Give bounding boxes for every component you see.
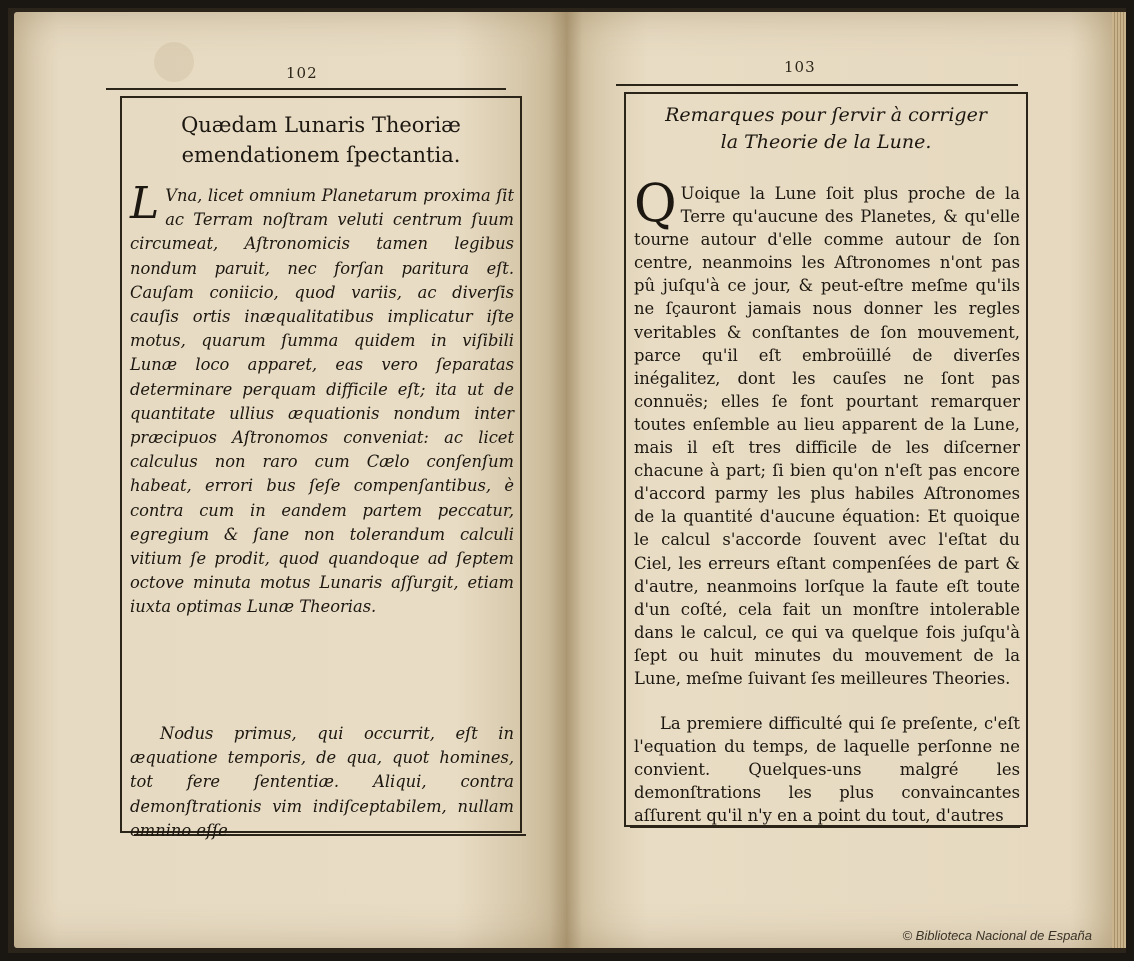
latin-paragraph-1 <box>130 178 514 620</box>
left-page <box>14 12 566 948</box>
drop-cap-l: L <box>130 178 160 229</box>
page-number-right: 103 <box>784 58 816 76</box>
page-edges <box>1112 12 1126 948</box>
page-number-left: 102 <box>286 64 318 82</box>
right-title-line-2: la Theorie de la Lune. <box>720 131 932 153</box>
french-paragraph-1 <box>634 174 1020 690</box>
open-book <box>8 8 1126 953</box>
header-rule-right <box>616 84 1018 86</box>
right-page <box>566 12 1114 948</box>
french-paragraph-1-text: Uoique la Lune ſoit plus proche de la Terre qu'aucune des Planetes, & qu'elle tourne autour d'elle comme autour de ſon centre, neanmoins les Aſtronomes n'ont pas pû juſqu'à ce jour, & peut-eſtre meſme qu'ils ne ſçauront jamais nous donner les regles veritables & conſtantes de ſon mouvement, parce qu'il eſt embroüillé de diverſes inégalitez, dont les cauſes ne ſont pas connuës; elles ſe font pourtant remarquer toutes enſemble au lieu apparent de la Lune, mais il eſt tres difficile de les diſcerner chacune à part; ſi bien qu'on n'eſt pas encore d'accord parmy les plus habiles Aſtronomes de la quantité d'aucune équation: Et quoique le calcul s'accorde ſouvent avec l'eſtat du Ciel, les erreurs eſtant compenſées de part & d'autre, neanmoins lorſque la faute eſt toute d'un coſté, cela fait un monſtre intolerable dans le calcul, ce qui va quelque fois juſqu'à ſept ou huit minutes du mouvement de la Lune, meſme ſuivant ſes meilleures Theories. <box>634 184 1020 688</box>
drop-cap-q: Q <box>634 174 677 234</box>
header-rule-left <box>106 88 506 90</box>
french-paragraph-2: La premiere difficulté qui ſe preſente, c'eſt l'equation du temps, de laquelle perſonne ne convient. Quelques-uns malgré les demonſtrations les plus convaincantes aſſurent qu'il n'y en a point du tout, d'autres <box>634 714 1020 826</box>
latin-paragraph-2: Nodus primus, qui occurrit, eſt in æquatione temporis, de qua, quot homines, tot fere ſententiæ. Aliqui, contra demonſtrationis vim indiſceptabilem, nullam omnino eſſe <box>130 724 514 840</box>
copyright-watermark: © Biblioteca Nacional de España <box>902 928 1092 943</box>
right-title-line-1: Remarques pour ſervir à corriger <box>665 104 987 126</box>
left-page-title: Quædam Lunaris Theoriæ emendationem ſpectantia. <box>181 113 461 167</box>
paper-stain <box>154 42 194 82</box>
latin-paragraph-1-text: Vna, licet omnium Planetarum proxima ſit ac Terram noſtram veluti centrum ſuum circumeat, Aſtronomicis tamen legibus nondum paruit, nec forſan paritura eſt. Cauſam coniicio, quod variis, ac diverſis cauſis ortis inæqualitatibus implicatur iſte motus, quarum ſumma quidem in viſibili Lunæ loco apparet, eas vero ſeparatas determinare perquam difficile eſt; ita ut de quantitate ullius æquationis nondum inter præcipuos Aſtronomos conveniat: ac licet calculus non raro cum Cælo conſenſum habeat, errori bus ſeſe compenſantibus, è contra cum in eandem partem peccatur, egregium & ſane non tolerandum calculi vitium ſe prodit, quod quandoque ad ſeptem octove minuta motus Lunaris aſſurgit, etiam iuxta optimas Lunæ Theorias. <box>130 186 514 617</box>
right-page-title <box>626 102 1026 156</box>
